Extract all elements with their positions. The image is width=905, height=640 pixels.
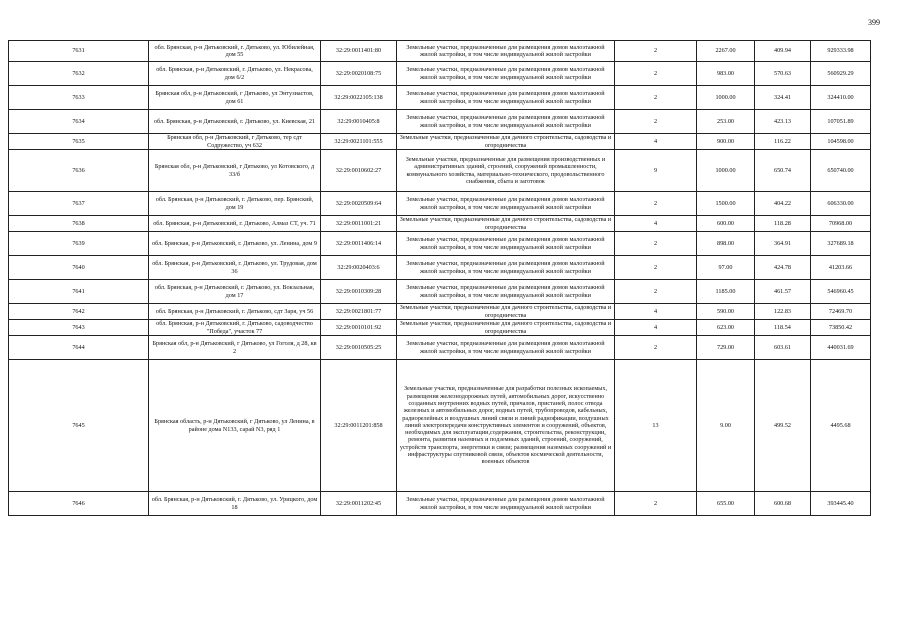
address-cell: обл. Брянская, р-н Дятьковский, г. Дятьково, ул. Урицкого, дом 18 <box>149 492 321 516</box>
land-use-cell: Земельные участки, предназначенные для размещения домов малоэтажной жилой застройки, в том числе индивидуальной жилой застройки <box>397 336 615 360</box>
address-cell: Брянская обл, р-н Дятьковский, г Дятьково, тер сдт Содружество, уч 632 <box>149 134 321 150</box>
table-row <box>9 280 871 304</box>
use-group-cell: 2 <box>615 192 697 216</box>
cadastral-number-cell: 32:29:0022105:138 <box>321 86 397 110</box>
address-cell: Брянская обл, р-н Дятьковский, г Дятьково, ул Котовского, д 33/б <box>149 150 321 192</box>
cadastral-number-cell: 32:29:0010505:25 <box>321 336 397 360</box>
cadastral-number-cell: 32:29:0021801:77 <box>321 304 397 320</box>
row-number: 7631 <box>9 41 149 62</box>
table-row <box>9 110 871 134</box>
specific-value-cell: 116.22 <box>755 134 811 150</box>
area-cell: 900.00 <box>697 134 755 150</box>
area-cell: 97.00 <box>697 256 755 280</box>
cadastral-number-cell: 32:29:0020108:75 <box>321 62 397 86</box>
address-cell: обл. Брянская, р-н Дятьковский, г. Дятьково, ул. Ленина, дом 9 <box>149 232 321 256</box>
cadastral-value-cell: 650740.00 <box>811 150 871 192</box>
cadastral-number-cell: 32:29:0011202:45 <box>321 492 397 516</box>
row-number: 7640 <box>9 256 149 280</box>
address-cell: обл. Брянская, р-н Дятьковский, г. Дятьково, сдт Заря, уч 56 <box>149 304 321 320</box>
cadastral-value-table <box>8 40 871 516</box>
cadastral-number-cell: 32:29:0010405:8 <box>321 110 397 134</box>
use-group-cell: 2 <box>615 280 697 304</box>
row-number: 7642 <box>9 304 149 320</box>
specific-value-cell: 499.52 <box>755 360 811 492</box>
table-row <box>9 192 871 216</box>
address-cell: обл. Брянская, р-н Дятьковский, г. Дятьково, ул. Вокзальная, дом 17 <box>149 280 321 304</box>
land-use-cell: Земельные участки, предназначенные для размещения домов малоэтажной жилой застройки, в том числе индивидуальной жилой застройки <box>397 62 615 86</box>
table-row <box>9 41 871 62</box>
table-row <box>9 150 871 192</box>
land-use-cell: Земельные участки, предназначенные для размещения производственных и административных зданий, строений, сооружений промышленности, коммунального хозяйства, материально-технического, продовольственного снабжения, сбыта и заготовок <box>397 150 615 192</box>
cadastral-value-cell: 72469.70 <box>811 304 871 320</box>
cadastral-number-cell: 32:29:0021101:555 <box>321 134 397 150</box>
cadastral-value-cell: 560929.29 <box>811 62 871 86</box>
land-use-cell: Земельные участки, предназначенные для дачного строительства, садоводства и огородничества <box>397 216 615 232</box>
address-cell: обл. Брянская, р-н Дятьковский, г. Дятьково, ул. Некрасова, дом 6/2 <box>149 62 321 86</box>
row-number: 7644 <box>9 336 149 360</box>
table-row <box>9 232 871 256</box>
use-group-cell: 13 <box>615 360 697 492</box>
row-number: 7632 <box>9 62 149 86</box>
table-row <box>9 336 871 360</box>
cadastral-number-cell: 32:29:0011201:858 <box>321 360 397 492</box>
specific-value-cell: 118.28 <box>755 216 811 232</box>
use-group-cell: 2 <box>615 41 697 62</box>
land-use-cell: Земельные участки, предназначенные для размещения домов малоэтажной жилой застройки, в том числе индивидуальной жилой застройки <box>397 41 615 62</box>
address-cell: обл. Брянская, р-н Дятьковский, г. Дятьково, ул. Трудовая, дом 36 <box>149 256 321 280</box>
cadastral-number-cell: 32:29:0010602:27 <box>321 150 397 192</box>
area-cell: 1500.00 <box>697 192 755 216</box>
table-body <box>9 41 871 516</box>
row-number: 7639 <box>9 232 149 256</box>
specific-value-cell: 324.41 <box>755 86 811 110</box>
area-cell: 1185.00 <box>697 280 755 304</box>
land-use-cell: Земельные участки, предназначенные для размещения домов малоэтажной жилой застройки, в том числе индивидуальной жилой застройки <box>397 232 615 256</box>
cadastral-number-cell: 32:29:0020403:6 <box>321 256 397 280</box>
area-cell: 590.00 <box>697 304 755 320</box>
use-group-cell: 2 <box>615 110 697 134</box>
cadastral-number-cell: 32:29:0011401:80 <box>321 41 397 62</box>
specific-value-cell: 404.22 <box>755 192 811 216</box>
area-cell: 983.00 <box>697 62 755 86</box>
row-number: 7637 <box>9 192 149 216</box>
specific-value-cell: 364.91 <box>755 232 811 256</box>
cadastral-value-cell: 104598.00 <box>811 134 871 150</box>
cadastral-value-cell: 70968.00 <box>811 216 871 232</box>
use-group-cell: 4 <box>615 134 697 150</box>
row-number: 7636 <box>9 150 149 192</box>
area-cell: 729.00 <box>697 336 755 360</box>
cadastral-value-cell: 327689.18 <box>811 232 871 256</box>
area-cell: 2267.00 <box>697 41 755 62</box>
table-row <box>9 86 871 110</box>
cadastral-number-cell: 32:29:0011406:14 <box>321 232 397 256</box>
page-number: 399 <box>868 18 880 27</box>
row-number: 7634 <box>9 110 149 134</box>
table-row <box>9 304 871 320</box>
table-row <box>9 134 871 150</box>
table-row <box>9 216 871 232</box>
address-cell: обл. Брянская, р-н Дятьковский, г. Дятьково, Алмаз СТ, уч. 71 <box>149 216 321 232</box>
row-number: 7643 <box>9 320 149 336</box>
specific-value-cell: 600.68 <box>755 492 811 516</box>
address-cell: обл. Брянская, р-н Дятьковский, г. Дятьково, ул. Киевская, 21 <box>149 110 321 134</box>
cadastral-value-cell: 546960.45 <box>811 280 871 304</box>
use-group-cell: 4 <box>615 320 697 336</box>
specific-value-cell: 461.57 <box>755 280 811 304</box>
land-use-cell: Земельные участки, предназначенные для дачного строительства, садоводства и огородничества <box>397 320 615 336</box>
specific-value-cell: 570.63 <box>755 62 811 86</box>
cadastral-value-cell: 4495.68 <box>811 360 871 492</box>
area-cell: 1000.00 <box>697 150 755 192</box>
address-cell: обл. Брянская, р-н Дятьковский, г. Дятьково, пер. Брянский, дом 19 <box>149 192 321 216</box>
cadastral-number-cell: 32:29:0020509:64 <box>321 192 397 216</box>
row-number: 7641 <box>9 280 149 304</box>
area-cell: 623.00 <box>697 320 755 336</box>
land-use-cell: Земельные участки, предназначенные для размещения домов малоэтажной жилой застройки, в том числе индивидуальной жилой застройки <box>397 86 615 110</box>
area-cell: 600.00 <box>697 216 755 232</box>
land-use-cell: Земельные участки, предназначенные для размещения домов малоэтажной жилой застройки, в том числе индивидуальной жилой застройки <box>397 110 615 134</box>
cadastral-value-cell: 929333.98 <box>811 41 871 62</box>
table-row <box>9 62 871 86</box>
address-cell: обл. Брянская, р-н Дятьковский, г. Дятьково, ул. Юбилейная, дом 55 <box>149 41 321 62</box>
address-cell: Брянская обл, р-н Дятьковский, г Дятьково, ул Энтузиастов, дом 61 <box>149 86 321 110</box>
specific-value-cell: 650.74 <box>755 150 811 192</box>
use-group-cell: 2 <box>615 62 697 86</box>
cadastral-value-cell: 107051.89 <box>811 110 871 134</box>
land-use-cell: Земельные участки, предназначенные для размещения домов малоэтажной жилой застройки, в том числе индивидуальной жилой застройки <box>397 256 615 280</box>
use-group-cell: 2 <box>615 86 697 110</box>
area-cell: 898.00 <box>697 232 755 256</box>
cadastral-value-cell: 393445.40 <box>811 492 871 516</box>
cadastral-value-cell: 440031.69 <box>811 336 871 360</box>
land-use-cell: Земельные участки, предназначенные для размещения домов малоэтажной жилой застройки, в том числе индивидуальной жилой застройки <box>397 492 615 516</box>
row-number: 7635 <box>9 134 149 150</box>
land-use-cell: Земельные участки, предназначенные для размещения домов малоэтажной жилой застройки, в том числе индивидуальной жилой застройки <box>397 280 615 304</box>
address-cell: обл. Брянская, р-н Дятьковский, г. Дятьково, садоводчество "Победа", участок 77 <box>149 320 321 336</box>
land-use-cell: Земельные участки, предназначенные для размещения домов малоэтажной жилой застройки, в том числе индивидуальной жилой застройки <box>397 192 615 216</box>
area-cell: 1000.00 <box>697 86 755 110</box>
specific-value-cell: 423.13 <box>755 110 811 134</box>
address-cell: Брянская обл, р-н Дятьковский, г Дятьково, ул Гоголя, д 28, кв 2 <box>149 336 321 360</box>
specific-value-cell: 409.94 <box>755 41 811 62</box>
specific-value-cell: 424.78 <box>755 256 811 280</box>
table-row <box>9 492 871 516</box>
row-number: 7638 <box>9 216 149 232</box>
table-row <box>9 256 871 280</box>
specific-value-cell: 122.83 <box>755 304 811 320</box>
cadastral-number-cell: 32:29:0010309:28 <box>321 280 397 304</box>
land-use-cell: Земельные участки, предназначенные для дачного строительства, садоводства и огородничества <box>397 134 615 150</box>
cadastral-number-cell: 32:29:0011001:21 <box>321 216 397 232</box>
cadastral-value-cell: 606330.00 <box>811 192 871 216</box>
cadastral-value-cell: 73850.42 <box>811 320 871 336</box>
address-cell: Брянская область, р-н Дятьковский, г Дятьково, ул Ленина, в районе дома N133, сарай N3, ряд 1 <box>149 360 321 492</box>
use-group-cell: 2 <box>615 492 697 516</box>
table-row <box>9 360 871 492</box>
use-group-cell: 2 <box>615 256 697 280</box>
specific-value-cell: 118.54 <box>755 320 811 336</box>
row-number: 7633 <box>9 86 149 110</box>
area-cell: 655.00 <box>697 492 755 516</box>
use-group-cell: 4 <box>615 216 697 232</box>
cadastral-number-cell: 32:29:0010101:92 <box>321 320 397 336</box>
specific-value-cell: 603.61 <box>755 336 811 360</box>
table-row <box>9 320 871 336</box>
use-group-cell: 2 <box>615 232 697 256</box>
use-group-cell: 2 <box>615 336 697 360</box>
use-group-cell: 9 <box>615 150 697 192</box>
area-cell: 9.00 <box>697 360 755 492</box>
cadastral-value-cell: 324410.00 <box>811 86 871 110</box>
land-use-cell: Земельные участки, предназначенные для дачного строительства, садоводства и огородничества <box>397 304 615 320</box>
land-use-cell: Земельные участки, предназначенные для разработки полезных ископаемых, размещения железнодорожных путей, автомобильных дорог, искусственно созданных внутренних водных путей, причалов, пристаней, полос отвода железных и автомобильных дорог, водных путей, трубопроводов, кабельных, радиорелейных и воздушных линий связи и линий радиофикации, воздушных линий электропередачи конструктивных элементов и сооружений, объектов, необходимых для эксплуатации,содержания, строительства, реконструкции, ремонта, развития наземных и подземных зданий, строений, сооружений, устройств транспорта, энергетики и связи; размещения наземных сооружений и инфраструктуры спутниковой связи, объектов космической деятельности, военных объектов <box>397 360 615 492</box>
use-group-cell: 4 <box>615 304 697 320</box>
area-cell: 253.00 <box>697 110 755 134</box>
row-number: 7645 <box>9 360 149 492</box>
cadastral-value-cell: 41203.66 <box>811 256 871 280</box>
row-number: 7646 <box>9 492 149 516</box>
